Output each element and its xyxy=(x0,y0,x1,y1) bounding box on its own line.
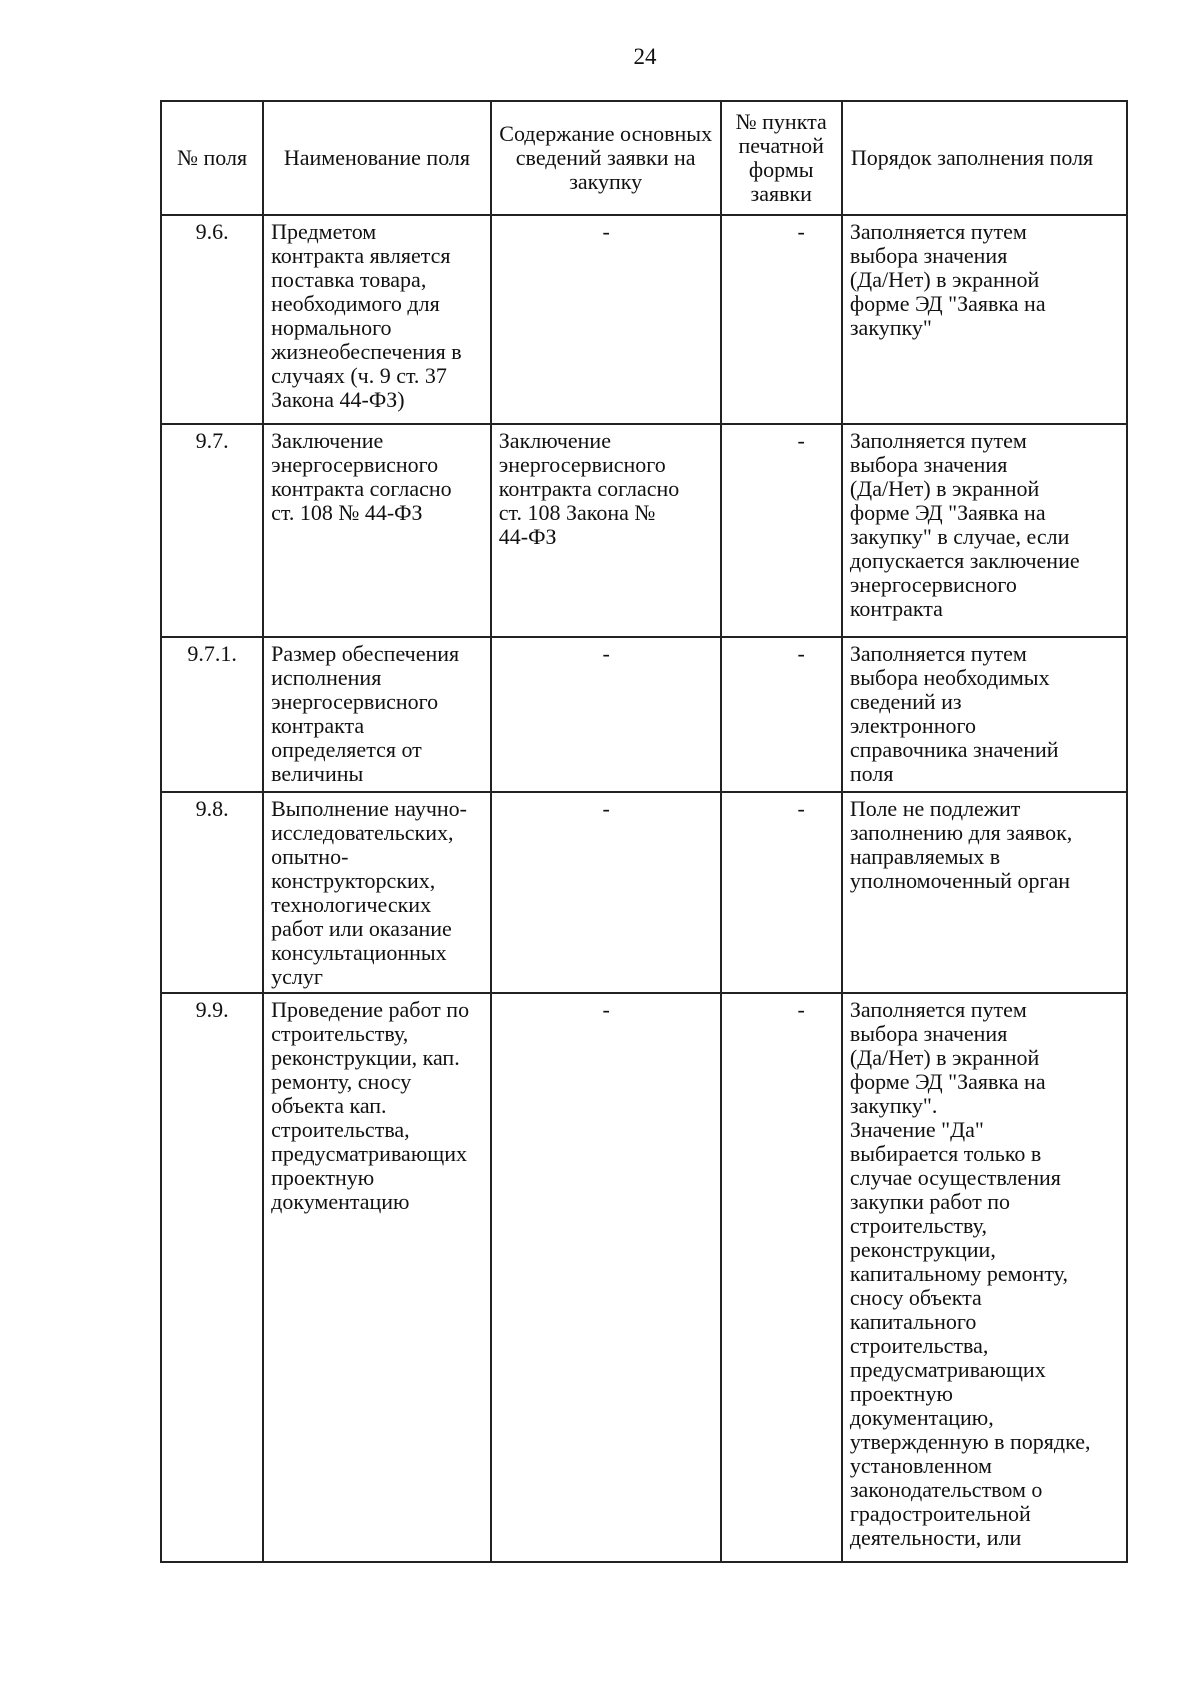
field-name-text: Размер обеспечения исполнения энергосервисного контракта определяется от величины xyxy=(271,641,460,786)
field-order xyxy=(842,215,1127,424)
field-name-text: Проведение работ по строительству, реконструкции, кап. ремонту, сносу объекта кап. строительства, предусматривающих проектную документацию xyxy=(271,997,470,1214)
field-name xyxy=(263,637,491,792)
table-header-row xyxy=(161,101,1127,215)
field-content xyxy=(491,993,721,1562)
field-name-text: Выполнение научно- исследовательских, опытно- конструкторских, технологических работ или оказание консультационных услуг xyxy=(271,796,467,989)
table-row xyxy=(161,424,1127,637)
field-name xyxy=(263,215,491,424)
field-content xyxy=(491,792,721,993)
field-print-item: - xyxy=(721,792,842,993)
field-content-text: Заключение энергосервисного контракта согласно ст. 108 Закона № 44-ФЗ xyxy=(498,428,680,549)
header-field-name: Наименование поля xyxy=(263,101,491,215)
field-order xyxy=(842,637,1127,792)
field-content xyxy=(491,215,721,424)
field-order xyxy=(842,792,1127,993)
table-row xyxy=(161,792,1127,993)
field-number: 9.7.1. xyxy=(161,637,263,792)
field-order-text: Поле не подлежит заполнению для заявок, направляемых в уполномоченный орган xyxy=(849,796,1073,893)
header-content: Содержание основных сведений заявки на закупку xyxy=(491,101,721,215)
field-content xyxy=(491,637,721,792)
header-print-item: № пункта печатной формы заявки xyxy=(721,101,842,215)
table-row xyxy=(161,215,1127,424)
field-print-item: - xyxy=(721,637,842,792)
field-content-text: - xyxy=(602,997,610,1022)
field-order-text: Заполняется путем выбора значения (Да/Нет) в экранной форме ЭД "Заявка на закупку" xyxy=(849,219,1046,340)
field-name xyxy=(263,424,491,637)
field-number: 9.9. xyxy=(161,993,263,1562)
field-content-text: - xyxy=(602,796,610,821)
header-order: Порядок заполнения поля xyxy=(842,101,1127,215)
field-name-text: Предметом контракта является поставка товара, необходимого для нормального жизнеобеспечения в случаях (ч. 9 ст. 37 Закона 44-ФЗ) xyxy=(271,219,462,412)
page-number: 24 xyxy=(633,44,657,69)
field-order-text: Заполняется путем выбора значения (Да/Нет) в экранной форме ЭД "Заявка на закупку" в случае, если допускается заключение энергосервисного контракта xyxy=(849,428,1080,621)
field-name xyxy=(263,792,491,993)
field-content-text: - xyxy=(602,219,610,244)
field-print-item: - xyxy=(721,215,842,424)
field-name xyxy=(263,993,491,1562)
field-order xyxy=(842,993,1127,1562)
field-print-item: - xyxy=(721,424,842,637)
field-order xyxy=(842,424,1127,637)
header-field-no: № поля xyxy=(161,101,263,215)
field-name-text: Заключение энергосервисного контракта согласно ст. 108 № 44-ФЗ xyxy=(271,428,452,525)
field-number: 9.8. xyxy=(161,792,263,993)
field-order-text: Заполняется путем выбора значения (Да/Нет) в экранной форме ЭД "Заявка на закупку". Значение "Да" выбирается только в случае осуществления закупки работ по строительству, реконструкции, капитальному ремонту, сносу объекта капитального строительства, предусматривающих проектную документацию, утвержденную в порядке, установленном законодательством о градостроительной деятельности, или xyxy=(849,997,1091,1550)
field-number: 9.6. xyxy=(161,215,263,424)
field-number: 9.7. xyxy=(161,424,263,637)
field-content-text: - xyxy=(602,641,610,666)
field-order-text: Заполняется путем выбора необходимых сведений из электронного справочника значений поля xyxy=(849,641,1059,786)
table-row xyxy=(161,993,1127,1562)
fields-table xyxy=(160,100,1128,1563)
field-print-item: - xyxy=(721,993,842,1562)
table-row xyxy=(161,637,1127,792)
field-content xyxy=(491,424,721,637)
